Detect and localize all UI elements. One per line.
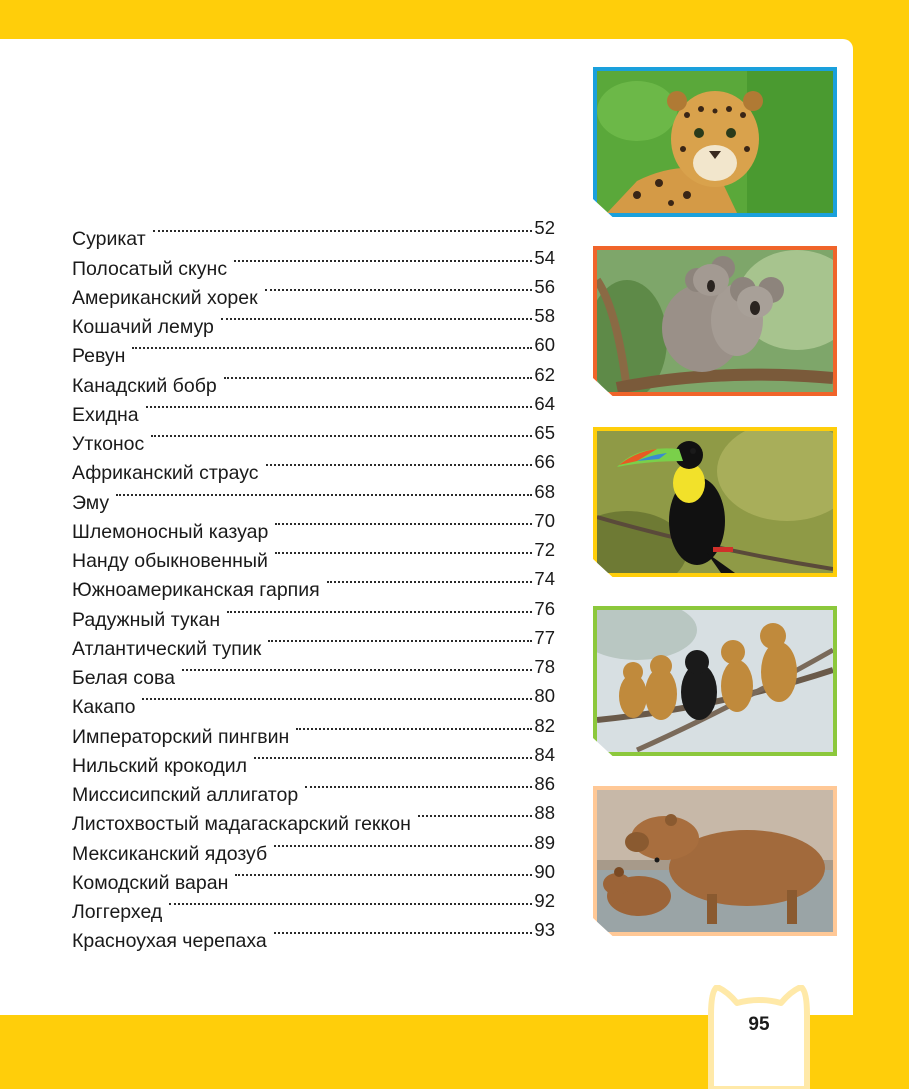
toc-entry-page: 52	[534, 217, 555, 239]
dot-leader	[221, 318, 533, 320]
dot-leader	[266, 464, 533, 466]
toc-entry	[72, 509, 555, 543]
toc-entry-page: 90	[534, 860, 555, 882]
dot-leader	[305, 786, 532, 788]
toc-entry-page: 86	[534, 773, 555, 794]
toc-entry	[72, 275, 555, 309]
toc-entry	[72, 363, 555, 397]
toc-entry-page: 72	[534, 539, 555, 560]
toc-entry	[72, 802, 555, 836]
toc-entry	[72, 656, 555, 689]
toc-entry	[72, 568, 555, 602]
toc-entry	[72, 743, 555, 777]
toc-entry-title: Логгерхед	[72, 901, 163, 923]
toc-entry-title: Какапо	[72, 696, 136, 719]
toc-entry-page: 68	[534, 480, 555, 502]
dot-leader	[142, 698, 532, 700]
toc-entry-title: Ревун	[72, 345, 126, 368]
toc-entry-title: Канадский бобр	[72, 374, 217, 397]
dot-leader	[151, 435, 532, 437]
toc-entry	[72, 217, 555, 251]
toc-entry-page: 64	[534, 392, 555, 414]
toc-entry-title: Полосатый скунс	[72, 257, 228, 280]
toc-entry-page: 80	[534, 685, 555, 707]
photo-koalas	[593, 246, 837, 396]
toc-entry	[72, 539, 555, 572]
toc-entry-page: 92	[534, 890, 555, 911]
dot-leader	[235, 874, 532, 876]
photo-toucan	[593, 427, 837, 577]
toc-entry-page: 84	[534, 743, 555, 765]
toc-entry-title: Красноухая черепаха	[72, 930, 267, 953]
toc-entry	[72, 422, 555, 455]
toc-entry-page: 56	[534, 275, 555, 297]
toc-entry-title: Шлемоносный казуар	[72, 520, 269, 543]
toc-entry	[72, 626, 555, 660]
dot-leader	[254, 757, 532, 759]
dot-leader	[275, 523, 532, 525]
toc-entry-page: 78	[534, 656, 555, 677]
toc-entry-page: 70	[534, 509, 555, 531]
toc-entry-page: 54	[534, 246, 555, 268]
toc-entry	[72, 773, 555, 806]
dot-leader	[296, 728, 532, 730]
dot-leader	[234, 260, 532, 262]
dot-leader	[227, 611, 532, 613]
dot-leader	[169, 903, 532, 905]
toc-entry-title: Радужный тукан	[72, 608, 221, 631]
toc-entry-title: Сурикат	[72, 228, 146, 251]
toc-entry	[72, 685, 555, 719]
dot-leader	[146, 406, 533, 408]
toc-entry-title: Ехидна	[72, 403, 139, 426]
dot-leader	[132, 347, 532, 349]
dot-leader	[153, 230, 533, 232]
toc-entry-title: Кошачий лемур	[72, 316, 214, 338]
toc-entry-title: Южноамериканская гарпия	[72, 579, 320, 602]
toc-entry	[72, 714, 555, 748]
toc-entry	[72, 451, 555, 485]
toc-entry-title: Африканский страус	[72, 462, 259, 485]
dot-leader	[274, 932, 533, 934]
dot-leader	[224, 377, 533, 379]
dot-leader	[268, 640, 532, 642]
toc-entry-title: Утконос	[72, 433, 145, 455]
toc-entry	[72, 831, 555, 865]
toc-entry-title: Эму	[72, 491, 110, 514]
toc-entry	[72, 392, 555, 426]
toc-entry-title: Белая сова	[72, 667, 175, 689]
dot-leader	[418, 815, 533, 817]
toc-entry-title: Нильский крокодил	[72, 754, 248, 777]
dot-leader	[275, 552, 533, 554]
cat-ears-tab-icon	[703, 985, 815, 1089]
toc-entry-page: 76	[534, 597, 555, 619]
dot-leader	[116, 494, 532, 496]
toc-entry-page: 62	[534, 363, 555, 385]
toc-entry	[72, 246, 555, 280]
toc-entry-page: 60	[534, 334, 555, 356]
toc-entry	[72, 860, 555, 894]
toc-entry-page: 82	[534, 714, 555, 736]
toc-entry	[72, 480, 555, 514]
toc-entry-title: Императорский пингвин	[72, 725, 290, 748]
toc-entry-page: 77	[534, 626, 555, 648]
toc-entry	[72, 890, 555, 923]
table-of-contents	[72, 217, 555, 953]
dot-leader	[327, 581, 533, 583]
toc-entry-title: Нанду обыкновенный	[72, 550, 268, 572]
toc-entry-page: 58	[534, 305, 555, 326]
toc-entry-page: 74	[534, 568, 555, 590]
photo-howler-monkeys	[593, 606, 837, 756]
toc-entry	[72, 334, 555, 368]
toc-entry-title: Мексиканский ядозуб	[72, 842, 268, 865]
toc-entry-title: Миссисипский аллигатор	[72, 784, 299, 806]
dot-leader	[274, 845, 532, 847]
toc-entry-title: Листохвостый мадагаскарский геккон	[72, 813, 411, 836]
toc-entry-page: 65	[534, 422, 555, 443]
toc-entry-title: Американский хорек	[72, 286, 258, 309]
photo-jaguar	[593, 67, 837, 217]
toc-entry-page: 89	[534, 831, 555, 853]
toc-entry	[72, 919, 555, 953]
toc-entry	[72, 305, 555, 338]
toc-entry-page: 88	[534, 802, 555, 824]
toc-entry-page: 66	[534, 451, 555, 473]
toc-entry-title: Комодский варан	[72, 871, 229, 894]
toc-entry	[72, 597, 555, 631]
dot-leader	[265, 289, 533, 291]
page-number: 95	[748, 1014, 770, 1035]
toc-entry-title: Атлантический тупик	[72, 637, 262, 660]
photo-capybaras	[593, 786, 837, 936]
toc-entry-page: 93	[534, 919, 555, 941]
dot-leader	[182, 669, 532, 671]
